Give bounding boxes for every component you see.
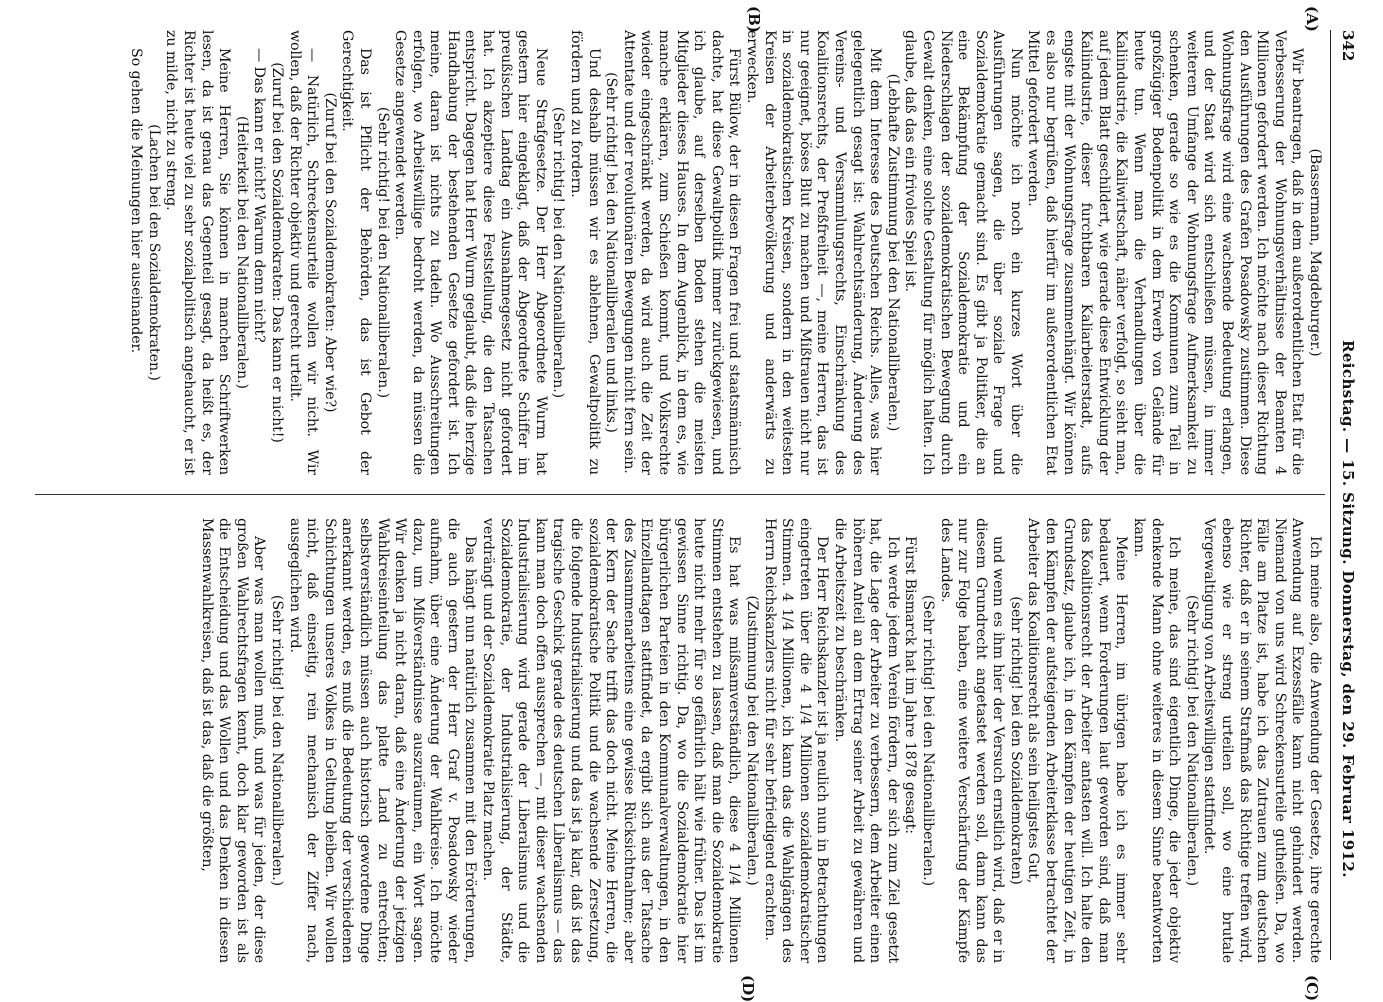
paragraph: Fürst Bismarck hat im Jahre 1878 gesagt: <box>902 536 919 834</box>
margin-marker-c: (C) <box>1303 975 1321 1002</box>
paragraph: Ich werde jedem Verein fördern, der sich zum Ziel gesetzt hat, die Lage der Arbeiter zu verbessern, dem Arbeiter einen höheren Anteil an dem Ertrag seiner Arbeit zu gewähren und die Arbeitszeit zu beschränken. <box>831 518 901 963</box>
stage-direction: (Sehr richtig! bei den Nationalliberalen.) <box>268 594 285 887</box>
stage-direction: (Zustimmung bei den Nationalliberalen.) <box>744 595 760 886</box>
header-rule <box>1330 30 1331 960</box>
paragraph: Meine Herren, im übrigen habe ich es immer sehr bedauert, wenn Forderungen laut geworden sind, daß man das Koalitionsrecht der Arbeiter antasten will. Ich halte den Grundsatz, glaube ich, in den Kämpfen der heutigen Zeit, in den Kämpfen der aufsteigenden Arbeiterklasse betrachtet der Arbeiter das Koalitionsrecht als sein heiligstes Gut, <box>1025 518 1130 963</box>
stage-direction: (Sehr richtig! bei den Nationalliberalen und links.) <box>603 72 620 433</box>
stage-direction: (Heiterkeit bei den Nationalliberalen.) <box>233 116 250 389</box>
paragraph: Aber was man wollen muß, und was für jeden, der diese großen Wahlrechtsfragen kennt, doch klar geworden ist als die Entscheidung und das Wollen und das Denken in diesen Massenwahlkreisen, daß ist das, daß die größten, <box>198 518 268 963</box>
page-number: 342 <box>1339 30 1357 62</box>
paragraph: So gehen die Meinungen hier auseinander. <box>128 48 145 354</box>
stage-direction: (Lachen bei den Sozialdemokraten.) <box>145 124 162 381</box>
stage-direction: (Zuruf bei den Sozialdemokraten: Das kann er nicht!) <box>268 62 285 443</box>
paragraph: Fürst Bülow, der in diesen Fragen frei und staatsmännisch dachte, hat diese Gewaltpolitik immer zurückgewiesen, und ich glaube, auf derselben Boden stehen die meisten Mitglieder dieses Hauses. In dem Augenblick, in dem es, wie manche erklären, zum Schießen kommt, und Volksrechte wieder eingeschränkt werden, da wird auch die Zeit der Attentate und der revolutionären Bewegungen nicht fern sein. <box>620 30 743 475</box>
paragraph: Der Herr Reichskanzler ist ja neulich nun in Betrachtungen eingetreten über die 4 1/4 Millionen sozialdemokratischer Stimmen. 4 1/4 Millionen, ich kann das die Wahlgängen des Herrn Reichskanzlers nicht für sehr befriedigend erachten. <box>761 518 831 963</box>
paragraph: Meine Herren, Sie können in manchen Schriftwerken lesen, da ist genau das Gegenteil gesagt, da heißt es, der Richter ist heute viel zu sehr sozialpolitisch angehaucht, er ist zu milde, nicht zu streng. <box>163 30 233 475</box>
stage-direction: (Sehr richtig! bei den Nationalliberalen.) <box>374 106 391 399</box>
stage-direction: (Sehr richtig! bei den Nationalliberalen.) <box>550 106 567 399</box>
stage-direction: (Lebhafte Zustimmung bei den Nationalliberalen.) <box>884 73 901 432</box>
margin-marker-a: (A) <box>1303 6 1321 32</box>
stage-direction: (Zuruf bei den Sozialdemokraten: Aber wie?) <box>321 92 338 413</box>
paragraph: und wenn es ihm hier der Versuch ernstlich wird, daß er in diesem Grundrecht angetastet werden soll, dann kann das nur zur Folge haben, eine weitere Verschärfung der Kämpfe des Landes. <box>937 518 1007 963</box>
stage-direction: (sehr richtig! bei den Sozialdemokraten) <box>1007 596 1024 885</box>
stage-direction: (Sehr richtig! bei den Nationalliberalen.) <box>919 594 936 887</box>
paragraph: Mit dem Interesse des Deutschen Reichs. Alles, was hier gelegentlich gesagt ist: Wahlrechtsänderung, Änderung des Vereins- und Versammlungsrechts, Einschränkung des Koalitionsrechts, der Preßfreiheit —, meine Herren, das ist nur geeignet, böses Blut zu machen und Mißtrauen nicht nur in sozialdemokratischen Kreisen, sondern in den weitesten Kreisen der Arbeiterbevölkerung und anderwärts zu erwecken. <box>744 30 884 475</box>
paragraph: — Das kann er nicht? Warum denn nicht? <box>251 48 268 343</box>
paragraph: Es hat was mißsamverständlich, diese 4 1/4 Millionen Stimmen entstehen zu lassen, daß man die Sozialdemokratie heute nicht mehr für so gefährlich hält wie früher. Das ist im gewissen Sinne richtig. Da, wo die Sozialdemokratie hier bürgerlichen Parteien in den Kommunalverwaltungen, in den Einzellandtagen stattfindet, da ergibt sich aus der Tatsache des Zusammenarbeitens eine gewisse Rücksichtnahme; aber der Kern der Sache trifft das doch nicht. Meine Herren, die sozialdemokratische Politik und die wachsende Zersetzung, die folgende Industrialisierung und das ist ja klar, daß ist das tragische Geschick gerade des deutschen Liberalismus — das kann man doch offen aussprechen —, mit dieser wachsenden Industrialisierung wird gerade der Liberalismus und die Sozialdemokratie, der Industrialisierung, der Städte, verdrängt und der Sozialdemokratie Platz machen. <box>480 518 743 963</box>
footer-strip <box>1352 0 1380 1000</box>
paragraph: Das ist Pflicht der Behörden, das ist Gebot der Gerechtigkeit. <box>339 30 373 475</box>
column-divider <box>35 494 1325 495</box>
paragraph: Ich meine also, die Anwendung der Gesetze, ihre gerechte Anwendung auf Exzessfälle kann nicht gehindert werden. Niemand von uns wird Schreckensurteile gutheißen. Da, wo Fälle am Platze ist, habe ich das Zutrauen zum deutschen Richter, daß er in seinem Strafmaß das Richtige treffen wird, ebenso wie er streng urteilen soll, wo eine brutale Vergewaltigung von Arbeitswilligen stattfindet. <box>1201 518 1323 963</box>
right-text-column <box>197 518 1323 963</box>
stage-direction: (Bassermann, Magdeburger.) <box>1307 148 1323 357</box>
paragraph: Und deshalb müssen wir es ablehnen, Gewaltpolitik zu fördern und zu fordern. <box>568 30 602 475</box>
paragraph: Neue Strafgesetze. Der Herr Abgeordnete Wurm hat gestern hier eingeklagt, daß der Abgeordnete Schiffer im preußischen Landtag ein Ausnahmegesetz nicht gefordert hat. Ich akzeptiere diese Feststellung, die den Tatsachen entspricht. Dagegen hat Herr Wurm geglaubt, daß die herzige Handhabung der bestehenden Gesetze gefordert ist. Ich meine, daran ist nichts zu tadeln. Wo Ausschreitungen erfolgen, wo Arbeitswillige bedroht werden, da müssen die Gesetze angewendet werden. <box>392 30 549 475</box>
left-text-column <box>127 30 1323 475</box>
margin-marker-b: (B) <box>745 6 763 33</box>
paragraph: — Natürlich, Schreckensurteile wollen wir nicht. Wir wollen, daß der Richter objektiv und gerecht urteilt. <box>286 30 321 475</box>
stage-direction: (Sehr richtig! bei den Nationalliberalen.) <box>1183 594 1200 887</box>
paragraph: Wir beantragen, daß in dem außerordentlichen Etat für die Verbesserung der Wohnungsverhältnisse der Beamten 4 Millionen gefordert werden. Ich möchte nach dieser Richtung den Ausführungen des Grafen Posadowsky zustimmen. Diese Wohnungsfrage wird eine wachsende Bedeutung erlangen, und der Staat wird sich entschließen müssen, in immer weiterem Umfange der Wohnungsfrage Aufmerksamkeit zu schenken, gerade so wie es die Kommunen zum Teil in großzügiger Bodenpolitik in dem Erwerb von Gelände für heute tun. Wenn man die Verhandlungen über die Kaliindustrie, die Kaliwirtschaft, näher verfolgt, so sieht man, auf jedem Blatt geschildert, wie gerade diese Entwicklung der Kaliindustrie, dieser furchtbaren Kaliarbeiterstadt, aufs engste mit der Wohnungsfrage zusammenhängt. Wir können es also nur begrüßen, daß hierfür im außerordentlichen Etat Mittel gefordert werden. <box>1025 30 1306 475</box>
paragraph: Das hängt nun natürlich zusammen mit den Erörterungen, die auch gestern der Herr Graf v. Posadowsky wieder aufnahm, über eine Änderung der Wahlkreise. Ich möchte dazu, um Mißverständnisse auszuräumen, ein Wort sagen. Wir denken ja nicht daran, daß eine Änderung der jetzigen Wahlkreiseinteilung das platte Land zu entrechten; selbstverständlich müssen auch historisch gewordene Dinge anerkannt werden, es muß die Bedeutung der verschiedenen Schichtungen unseres Volkes in Geltung bleiben. Wir wollen nicht, daß einseitig, rein mechanisch der Ziffer nach, ausgeglichen wird. <box>286 518 479 963</box>
paragraph: Nun möchte ich noch ein kurzes Wort über die Ausführungen sagen, die über soziale Frage und Sozialdemokratie gemacht sind. Es gibt ja Politiker, die an eine Bekämpfung der Sozialdemokratie und ein Niederschlagen der sozialdemokratischen Bewegung durch Gewalt denken, eine solche Gestaltung für möglich halten. Ich glaube, daß das ein frivoles Spiel ist. <box>902 30 1024 475</box>
page-title: Reichstag. — 15. Sitzung. Donnerstag, den 29. Februar 1912. <box>1339 340 1357 878</box>
margin-marker-d: (D) <box>739 975 757 1002</box>
paragraph: Ich meine, das sind eigentlich Dinge, die jeder objektiv denkende Mann ohne weiteres in diesem Sinne beantworten kann. <box>1131 518 1183 963</box>
